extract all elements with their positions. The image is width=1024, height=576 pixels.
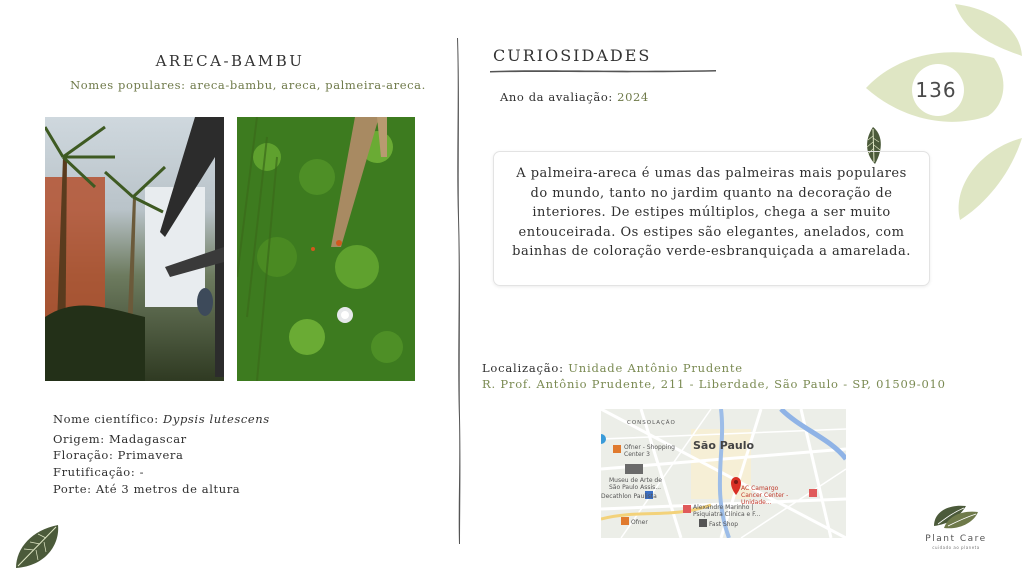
evaluation-year-value: 2024 xyxy=(617,90,649,104)
brand-tagline: cuidado ao planeta xyxy=(932,545,980,550)
location-map[interactable] xyxy=(601,409,846,538)
location-unit: Unidade Antônio Prudente xyxy=(568,361,743,375)
title-underline xyxy=(490,68,716,74)
location-label: Localização: xyxy=(482,361,564,375)
evaluation-year xyxy=(500,90,649,104)
plant-title: ARECA-BAMBU xyxy=(155,52,305,70)
map-poi-decathlon: Decathlon Paulista xyxy=(601,493,657,500)
size-text: Porte: Até 3 metros de altura xyxy=(53,482,241,496)
brand-name: Plant Care xyxy=(925,534,987,544)
map-poi-museum: Museu de Arte de São Paulo Assis... xyxy=(609,477,662,491)
location-address: R. Prof. Antônio Prudente, 211 - Liberdade, São Paulo - SP, 01509-010 xyxy=(482,377,946,391)
popular-names xyxy=(48,78,448,92)
evaluation-year-label: Ano da avaliação: xyxy=(500,90,613,104)
plant-care-logo-icon xyxy=(930,502,982,532)
flowering-text: Floração: Primavera xyxy=(53,448,184,462)
description-box xyxy=(493,151,930,286)
curiosities-title: CURIOSIDADES xyxy=(493,46,652,65)
map-poi-hospital: AC Camargo Cancer Center - Unidade... xyxy=(741,485,789,506)
description-text: A palmeira-areca é umas das palmeiras mais populares do mundo, tanto no jardim quanto na decoração de interiores. De estipes múltiplos, chega a ser muito entouceirada. Os estipes são elegantes, anelados, com bainhas de coloração verde-esbranquiçada a amarelada. xyxy=(512,166,911,259)
scientific-name-label: Nome científico: xyxy=(53,412,159,426)
plant-photo-palms xyxy=(45,117,224,381)
fruiting-text: Frutificação: - xyxy=(53,465,145,479)
vertical-divider xyxy=(454,38,462,544)
map-poi-fast-shop: Fast Shop xyxy=(709,521,739,528)
popular-names-label: Nomes populares: xyxy=(70,78,186,92)
plant-photo-groundcover xyxy=(237,117,415,381)
location-line xyxy=(482,361,743,375)
map-poi-clinic: Alexandre Marinho | Psiquiatra Clínica e F... xyxy=(693,504,761,518)
scientific-name-value: Dypsis lutescens xyxy=(163,412,270,426)
map-poi-shopping: Ofner - Shopping Center 3 xyxy=(624,444,675,458)
origin-text: Origem: Madagascar xyxy=(53,432,187,446)
map-poi-ofner: Ofner xyxy=(631,519,648,526)
scientific-name xyxy=(53,412,270,426)
map-district: CONSOLAÇÃO xyxy=(627,420,676,426)
page-number: 136 xyxy=(915,78,957,102)
map-city: São Paulo xyxy=(693,439,755,452)
leaf-corner-icon xyxy=(10,522,62,570)
popular-names-value: areca-bambu, areca, palmeira-areca. xyxy=(189,78,426,92)
